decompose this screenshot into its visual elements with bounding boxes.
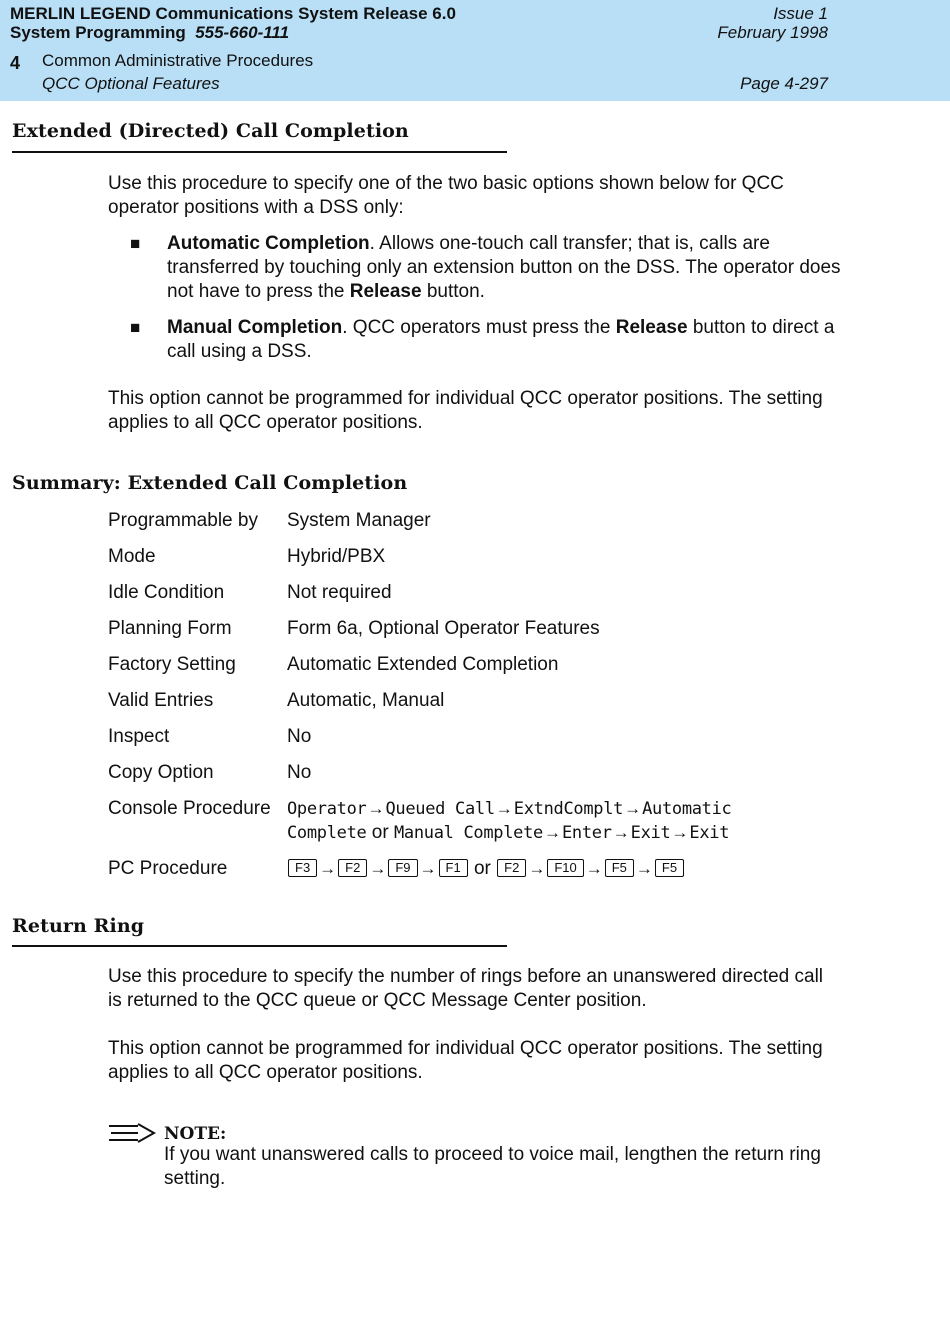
- arrow-icon: →: [635, 859, 653, 878]
- chapter-title: Common Administrative Procedures: [42, 51, 314, 70]
- summary-label: Idle Condition: [108, 582, 225, 603]
- return-ring-paragraph: Use this procedure to specify the number of rings before an unanswered directed call is returned to the QCC queue or QCC Message Center position.: [108, 966, 824, 1011]
- pc-or: or: [473, 858, 491, 879]
- bullet-emph: Release: [349, 281, 422, 302]
- note-title: NOTE:: [164, 1124, 227, 1144]
- chapter-number: 4: [10, 53, 21, 73]
- doc-number: 555-660-111: [195, 23, 290, 42]
- extended-note-paragraph: This option cannot be programmed for individual QCC operator positions. The setting applies to all QCC operator positions.: [108, 388, 823, 433]
- summary-heading: Summary: Extended Call Completion: [12, 472, 408, 494]
- function-key: F10: [547, 859, 583, 877]
- note-icon: [108, 1121, 156, 1145]
- bullet-mark: ■: [130, 234, 141, 253]
- bullet-emph: Release: [615, 317, 688, 338]
- arrow-icon: →: [319, 859, 337, 878]
- console-step: Complete: [287, 823, 367, 843]
- page-number: Page 4-297: [740, 74, 828, 93]
- arrow-icon: →: [495, 799, 513, 818]
- arrow-icon: →: [543, 823, 561, 842]
- pc-procedure-label: PC Procedure: [108, 858, 228, 879]
- bullet-text: . QCC operators must press the: [342, 317, 616, 338]
- function-key: F9: [388, 859, 417, 877]
- console-procedure-line1: [287, 797, 732, 821]
- console-step: Manual Complete: [393, 823, 543, 843]
- return-ring-note-paragraph: This option cannot be programmed for individual QCC operator positions. The setting applies to all QCC operator positions.: [108, 1038, 823, 1083]
- arrow-icon: →: [585, 859, 603, 878]
- issue-date: February 1998: [717, 23, 828, 42]
- bullet-text: . Allows one-touch call transfer; that is, calls are transferred by touching only an extension button on the DSS. The operator does not have to press the: [167, 233, 841, 302]
- arrow-icon: →: [528, 859, 546, 878]
- console-step: Automatic: [642, 799, 732, 819]
- subtitle-text: System Programming: [10, 23, 186, 42]
- summary-label: Planning Form: [108, 618, 232, 639]
- section-title: QCC Optional Features: [42, 74, 220, 93]
- summary-value: Hybrid/PBX: [287, 546, 386, 567]
- doc-title: MERLIN LEGEND Communications System Release 6.0: [10, 4, 456, 23]
- bullet-automatic-completion: [167, 232, 847, 304]
- arrow-icon: →: [367, 799, 385, 818]
- heading-rule: [12, 151, 507, 153]
- bullet-text: button.: [421, 281, 485, 302]
- console-step: Exit: [630, 823, 671, 843]
- summary-value: Not required: [287, 582, 392, 603]
- heading-rule: [12, 945, 507, 947]
- issue-label: Issue 1: [773, 4, 828, 23]
- arrow-icon: →: [624, 799, 642, 818]
- bullet-term: Automatic Completion: [167, 233, 370, 254]
- summary-label: Valid Entries: [108, 690, 214, 711]
- arrow-icon: →: [419, 859, 437, 878]
- page-header: [0, 0, 950, 101]
- console-step: Enter: [561, 823, 612, 843]
- function-key: F2: [497, 859, 526, 877]
- arrow-icon: →: [612, 823, 630, 842]
- summary-label: Programmable by: [108, 510, 258, 531]
- summary-label: Factory Setting: [108, 654, 236, 675]
- arrow-icon: →: [369, 859, 387, 878]
- extended-intro: Use this procedure to specify one of the two basic options shown below for QCC operator positions with a DSS only:: [108, 173, 784, 218]
- return-ring-heading: Return Ring: [12, 915, 145, 937]
- summary-value: No: [287, 726, 312, 747]
- pc-procedure-keys: [287, 857, 685, 881]
- summary-value: System Manager: [287, 510, 431, 531]
- bullet-term: Manual Completion: [167, 317, 343, 338]
- console-step: Exit: [689, 823, 730, 843]
- note-text: If you want unanswered calls to proceed to voice mail, lengthen the return ring setting.: [164, 1144, 821, 1189]
- summary-value: Automatic, Manual: [287, 690, 445, 711]
- bullet-mark: ■: [130, 318, 141, 337]
- console-procedure-line2: [287, 821, 729, 845]
- console-step: Operator: [287, 799, 367, 819]
- function-key: F2: [338, 859, 367, 877]
- bullet-manual-completion: [167, 316, 847, 364]
- summary-label: Inspect: [108, 726, 170, 747]
- function-key: F3: [288, 859, 317, 877]
- function-key: F5: [655, 859, 684, 877]
- summary-value: No: [287, 762, 312, 783]
- console-or: or: [371, 822, 389, 843]
- console-procedure-label: Console Procedure: [108, 798, 271, 819]
- function-key: F1: [439, 859, 468, 877]
- extended-heading: Extended (Directed) Call Completion: [12, 120, 409, 142]
- doc-subtitle: [10, 23, 289, 43]
- summary-label: Mode: [108, 546, 156, 567]
- arrow-icon: →: [671, 823, 689, 842]
- bullet-text: button to direct a call using a DSS.: [167, 317, 835, 362]
- console-step: ExtndComplt: [513, 799, 624, 819]
- function-key: F5: [605, 859, 634, 877]
- console-step: Queued Call: [385, 799, 495, 819]
- summary-value: Automatic Extended Completion: [287, 654, 559, 675]
- summary-label: Copy Option: [108, 762, 214, 783]
- summary-value: Form 6a, Optional Operator Features: [287, 618, 600, 639]
